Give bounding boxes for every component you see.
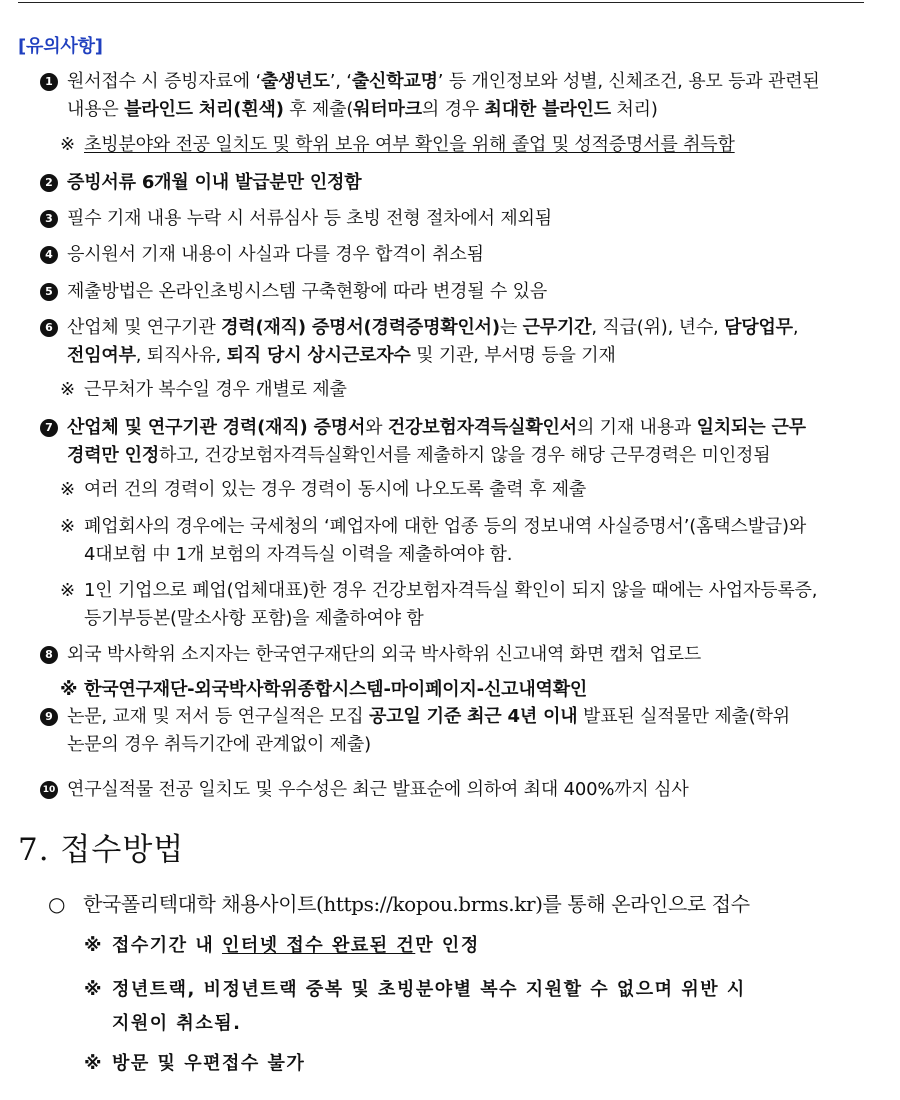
- reference-mark: ※: [60, 516, 75, 537]
- sub-note-line: [84, 380, 347, 400]
- text-run: 원서접수 시 증빙자료에 ‘: [67, 71, 261, 92]
- notice-item-line: [67, 645, 701, 665]
- application-method-item: [48, 892, 750, 916]
- text-run: 제출방법은 온라인초빙시스템 구축현황에 따라 변경될 수 있음: [67, 281, 548, 302]
- text-run: 근무기간: [522, 317, 592, 338]
- text-run: 4대보험 中 1개 보험의 자격득실 이력을 제출하여야 함.: [84, 544, 513, 565]
- reference-mark: ※: [60, 134, 75, 155]
- notice-item-line: [67, 173, 361, 193]
- text-run: 일치되는 근무: [696, 417, 806, 438]
- text-run: 접수기간 내: [112, 935, 222, 956]
- text-run: 담당업무: [724, 317, 793, 338]
- text-run: ’, ‘: [329, 71, 352, 92]
- sub-note-line: [84, 517, 806, 537]
- number-bullet-icon: 1: [40, 73, 58, 91]
- reference-mark: ※: [84, 935, 103, 956]
- application-note-line: [112, 1010, 241, 1038]
- notice-item-line: [67, 318, 798, 338]
- sub-note-line: [84, 545, 512, 565]
- text-run: 필수 기재 내용 누락 시 서류심사 등 초빙 전형 절차에서 제외됨: [67, 208, 552, 229]
- text-run: 출생년도: [260, 71, 330, 92]
- reference-mark: ※: [84, 1053, 103, 1074]
- notice-item-line: [67, 707, 790, 727]
- text-run: 1인 기업으로 폐업(업체대표)한 경우 건강보험자격득실 확인이 되지 않을 때에는 사업자등록증,: [84, 580, 818, 601]
- application-note-line: [112, 932, 480, 960]
- text-run: ’ 등 개인정보와 성별, 신체조건, 용모 등과 관련된: [437, 71, 820, 92]
- text-run: 근무처가 복수일 경우 개별로 제출: [84, 379, 347, 400]
- text-run: 연구실적물 전공 일치도 및 우수성은 최근 발표순에 의하여 최대 400%까지 심사: [67, 779, 689, 800]
- number-bullet-icon: 6: [40, 319, 58, 337]
- text-run: ,: [792, 317, 799, 338]
- reference-mark: ※: [60, 479, 75, 500]
- text-run: 공고일 기준 최근 4년 이내: [369, 706, 578, 727]
- text-run: 의 기재 내용과: [576, 417, 697, 438]
- reference-mark: ※: [84, 979, 103, 1000]
- section-title: 7. 접수방법: [18, 832, 185, 868]
- text-run: 퇴직 당시 상시근로자수: [226, 345, 411, 366]
- text-run: 경력(재직) 증명서(경력증명확인서): [221, 317, 500, 338]
- text-run: , 직급(위), 년수,: [591, 317, 725, 338]
- notice-item-line: [67, 735, 371, 755]
- text-run: 논문, 교재 및 저서 등 연구실적은 모집: [67, 706, 369, 727]
- text-run: 블라인드 처리(흰색): [124, 99, 284, 120]
- text-run: 내용은: [67, 99, 125, 120]
- text-run: 출신학교명: [351, 71, 438, 92]
- text-run: 방문 및 우편접수 불가: [112, 1053, 306, 1074]
- text-run: 최대한 블라인드: [484, 99, 611, 120]
- text-run: 응시원서 기재 내용이 사실과 다를 경우 합격이 취소됨: [67, 244, 484, 265]
- text-run: 발표된 실적물만 제출(학위: [577, 706, 790, 727]
- text-run: 경력만 인정: [67, 445, 160, 466]
- text-run: 전임여부: [67, 345, 136, 366]
- text-run: 의 경우: [421, 99, 485, 120]
- number-bullet-icon: 9: [40, 708, 58, 726]
- text-run: 초빙분야와 전공 일치도 및 학위 보유 여부 확인을 위해 졸업 및 성적증명서를 취득함: [84, 134, 735, 155]
- notice-item-line: [67, 446, 770, 466]
- text-run: 워터마크: [353, 99, 422, 120]
- reference-mark: ※: [60, 379, 75, 400]
- text-run: 지원이 취소됨.: [112, 1013, 242, 1034]
- text-run: 산업체 및 연구기관 경력(재직) 증명서: [67, 417, 366, 438]
- text-run: 처리): [610, 99, 658, 120]
- number-bullet-icon: 5: [40, 283, 58, 301]
- text-run: 만 인정: [415, 935, 480, 956]
- text-run: 여러 건의 경력이 있는 경우 경력이 동시에 나오도록 출력 후 제출: [84, 479, 587, 500]
- notice-item-line: [67, 418, 806, 438]
- sub-note-line: [84, 135, 735, 155]
- number-bullet-icon: 2: [40, 174, 58, 192]
- application-note-line: [112, 1050, 305, 1078]
- text-run: 인터넷 접수 완료된 건: [221, 935, 416, 956]
- sub-note-line: [84, 581, 817, 601]
- text-run: , 퇴직사유,: [135, 345, 227, 366]
- text-run: 및 기관, 부서명 등을 기재: [410, 345, 616, 366]
- text-run: 등기부등본(말소사항 포함)을 제출하여야 함: [84, 608, 424, 629]
- top-rule: [18, 2, 864, 3]
- number-bullet-icon: 3: [40, 210, 58, 228]
- application-note-line: [112, 976, 746, 1004]
- number-bullet-icon: 10: [40, 781, 58, 799]
- notice-item-line: [67, 209, 552, 229]
- text-run: 는: [499, 317, 523, 338]
- text-run: 산업체 및 연구기관: [67, 317, 222, 338]
- number-bullet-icon: 8: [40, 646, 58, 664]
- text-run: 외국 박사학위 소지자는 한국연구재단의 외국 박사학위 신고내역 화면 캡처 업로드: [67, 644, 702, 665]
- sub-note-line: [84, 480, 586, 500]
- text-run: 정년트랙, 비정년트랙 중복 및 초빙분야별 복수 지원할 수 없으며 위반 시: [112, 979, 746, 1000]
- sub-note-line: [84, 609, 424, 629]
- notice-heading: [유의사항]: [18, 36, 103, 57]
- text-run: 하고, 건강보험자격득실확인서를 제출하지 않을 경우 해당 근무경력은 미인정됨: [159, 445, 771, 466]
- notice-item-line: [67, 245, 484, 265]
- number-bullet-icon: 7: [40, 419, 58, 437]
- reference-mark: ※: [60, 679, 78, 700]
- text-run: 증빙서류 6개월 이내 발급분만 인정함: [67, 172, 362, 193]
- reference-mark: ※: [60, 580, 75, 601]
- notice-item-line: [67, 100, 658, 120]
- text-run: 건강보험자격득실확인서: [387, 417, 577, 438]
- notice-item-line: [67, 72, 820, 92]
- application-method-text: 한국폴리텍대학 채용사이트(https://kopou.brms.kr)를 통해 온라인으로 접수: [83, 892, 750, 916]
- circle-bullet: ○: [48, 892, 66, 916]
- text-run: 한국연구재단-외국박사학위종합시스템-마이페이지-신고내역확인: [84, 679, 588, 700]
- text-run: 와: [365, 417, 388, 438]
- sub-note-line: [84, 680, 587, 700]
- notice-item-line: [67, 346, 616, 366]
- number-bullet-icon: 4: [40, 246, 58, 264]
- text-run: 폐업회사의 경우에는 국세청의 ‘폐업자에 대한 업종 등의 정보내역 사실증명서’(홈택스발급)와: [84, 516, 807, 537]
- text-run: 후 제출(: [283, 99, 354, 120]
- text-run: 논문의 경우 취득기간에 관계없이 제출): [67, 734, 371, 755]
- notice-item-line: [67, 282, 547, 302]
- notice-item-line: [67, 780, 689, 800]
